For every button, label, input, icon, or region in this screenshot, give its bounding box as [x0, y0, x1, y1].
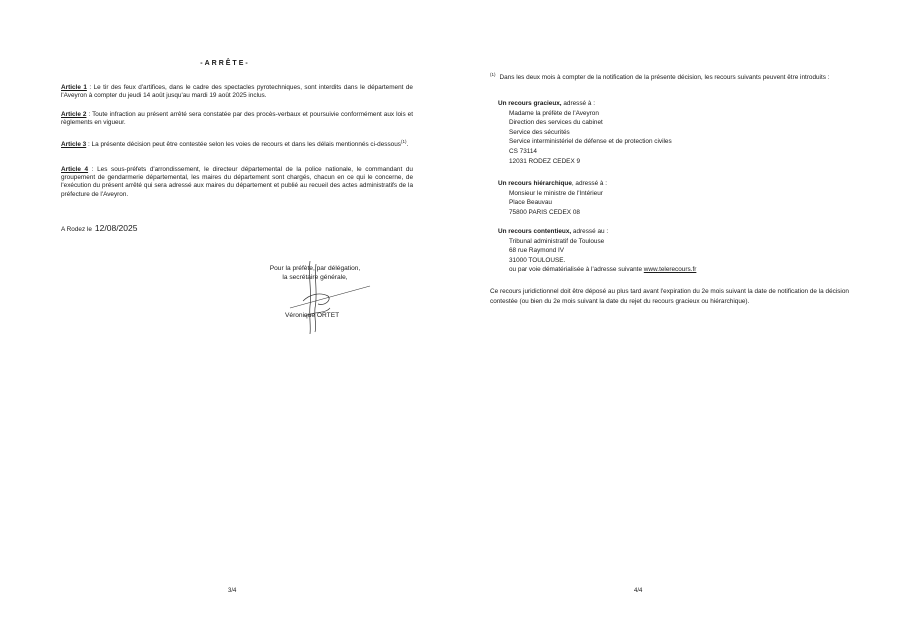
page-4 [450, 0, 900, 636]
recours-gracieux [498, 99, 672, 166]
recours-hierarchique [498, 179, 607, 217]
article-2-label: Article 2 [61, 111, 87, 118]
online-prefix: ou par voie dématérialisée à l'adresse suivante [509, 266, 644, 274]
article-1-text: : Le tir des feux d'artifices, dans le cadre des spectacles pyrotechniques, sont interdits dans le département de l'Aveyron à compter du jeudi 14 août jusqu'au mardi 19 août 2025 inclus. [61, 84, 413, 100]
footnote-ref: (1) [400, 139, 407, 144]
recours-contentieux-suffix: adressé au : [571, 228, 609, 235]
footnote-marker: (1) [490, 72, 496, 77]
address-line: Service des sécurités [509, 128, 570, 136]
recours-intro [490, 70, 850, 82]
address-line-online [509, 265, 696, 275]
page-number: 3/4 [228, 588, 237, 594]
recours-contentieux [498, 227, 696, 275]
article-3-text: : La présente décision peut être contestée selon les voies de recours et dans les délais mentionnés ci-dessous [86, 141, 401, 149]
article-4-text: : Les sous-préfets d'arrondissement, le directeur départemental de la police nationale, le commandant du groupement de gendarmerie départemental, les maires du département sont chargés, chacun en ce qui le concerne, de l'exécution du présent arrêté qui sera adressé aux maires du département et publié au recueil des actes administratifs de la préfecture de l'Aveyron. [61, 166, 413, 198]
handwritten-signature [270, 256, 380, 336]
signature-line-2: la secrétaire générale, [282, 274, 348, 281]
recours-hierarchique-title: Un recours hiérarchique [498, 180, 572, 187]
recours-hierarchique-suffix: , adressé à : [571, 180, 608, 187]
date-prefix: A Rodez le [61, 226, 92, 233]
address-line: 75800 PARIS CEDEX 08 [509, 208, 580, 216]
address-line: Monsieur le ministre de l'Intérieur [509, 189, 603, 197]
address-line: 68 rue Raymond IV [509, 247, 565, 255]
recours-hierarchique-address [498, 189, 607, 218]
signature-date: 12/08/2025 [94, 223, 138, 233]
article-2 [61, 111, 413, 127]
date-line [61, 223, 137, 233]
article-3-end: . [406, 141, 409, 149]
address-line: 12031 RODEZ CEDEX 9 [509, 157, 581, 165]
article-4-label: Article 4 [61, 166, 89, 173]
article-3 [61, 138, 413, 149]
recours-contentieux-address [498, 237, 696, 275]
signature-line-1: Pour la préfète, par délégation, [269, 265, 361, 272]
address-line: CS 73114 [509, 147, 537, 155]
address-line: Place Beauvau [509, 199, 552, 207]
article-2-text: : Toute infraction au présent arrêté sera constatée par des procès-verbaux et poursuivie conformément aux lois et règlements en vigueur. [61, 111, 413, 127]
article-1 [61, 84, 413, 100]
address-line: 31000 TOULOUSE. [509, 256, 566, 264]
recours-gracieux-suffix: adressé à : [561, 100, 595, 107]
recours-intro-text: Dans les deux mois à compter de la notification de la présente décision, les recours suivants peuvent être introduits : [499, 74, 830, 82]
address-line: Direction des services du cabinet [509, 119, 603, 127]
address-line: Madame la préfète de l'Aveyron [509, 109, 599, 117]
address-line: Tribunal administratif de Toulouse [509, 237, 605, 245]
article-3-label: Article 3 [61, 141, 87, 149]
arrete-title: -ARRÊTE- [200, 60, 250, 67]
address-line: Service interministériel de défense et de protection civiles [509, 138, 672, 146]
telerecours-link[interactable]: www.telerecours.fr [643, 266, 697, 274]
signer-name: Véronique ORTET [285, 312, 340, 319]
final-paragraph: Ce recours juridictionnel doit être déposé au plus tard avant l'expiration du 2e mois suivant la date de notification de la décision contestée (ou bien du 2e mois suivant la date du rejet du recours gracieux ou hiérarchique). [490, 288, 849, 305]
page-number: 4/4 [634, 588, 643, 594]
recours-gracieux-address [498, 109, 672, 167]
recours-gracieux-title: Un recours gracieux, [498, 100, 562, 107]
recours-contentieux-title: Un recours contentieux, [498, 228, 572, 235]
article-1-label: Article 1 [61, 84, 87, 91]
article-4 [61, 166, 413, 199]
